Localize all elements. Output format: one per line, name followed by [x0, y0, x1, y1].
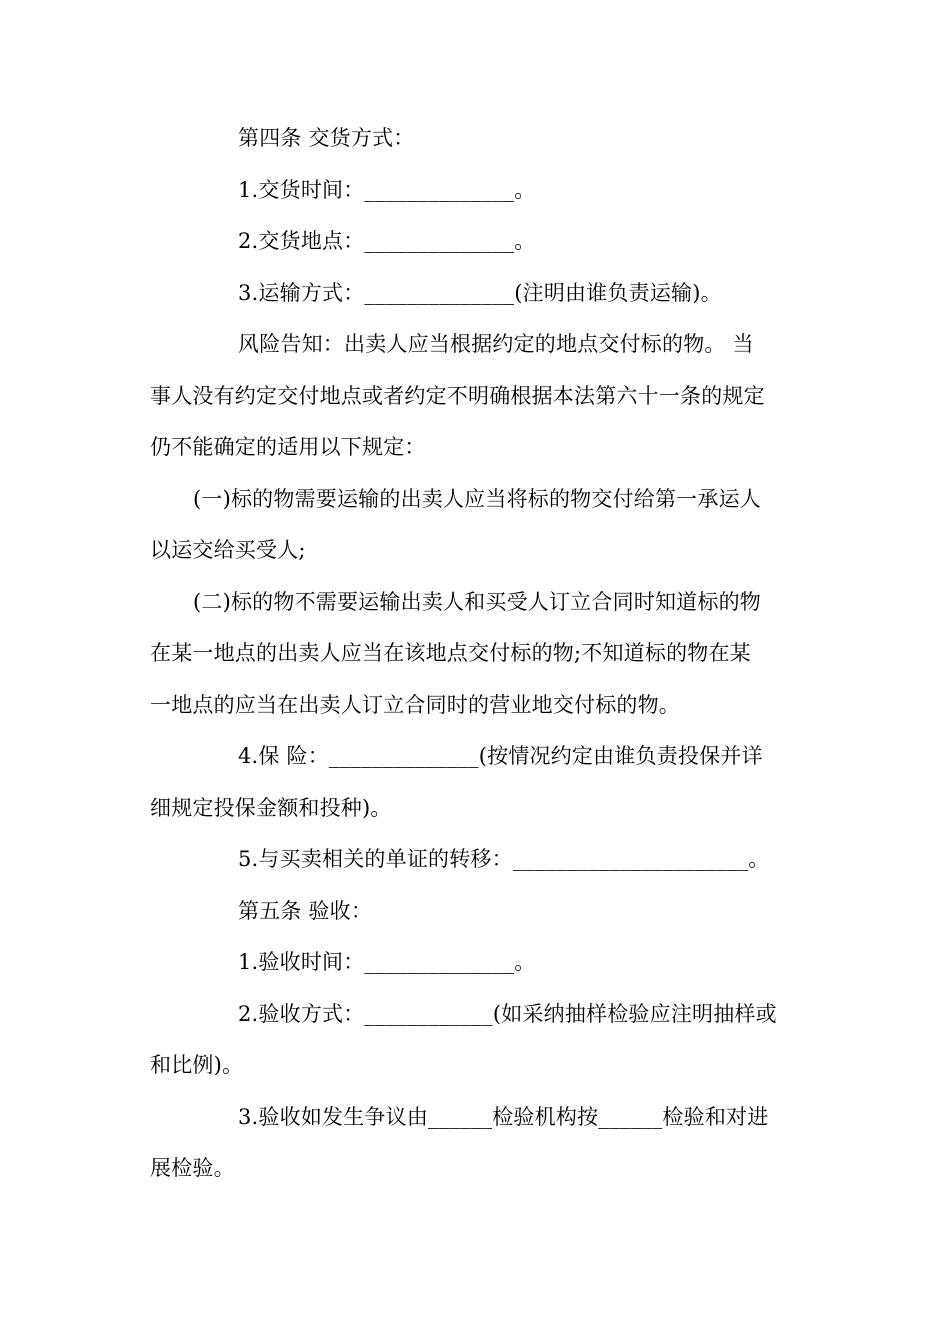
- article-4-heading: 第四条 交货方式：: [238, 126, 415, 150]
- inspection-method-line-1: 2.验收方式：____________(如采纳抽样检验应注明抽样或: [238, 1002, 777, 1026]
- documents-transfer-line: 5.与买卖相关的单证的转移：______________________。: [238, 847, 770, 871]
- rule-one-line-2: 以运交给买受人;: [150, 538, 306, 562]
- insurance-line-1: 4.保 险：______________(按情况约定由谁负责投保并详: [238, 744, 763, 768]
- rule-one-line-1: (一)标的物需要运输的出卖人应当将标的物交付给第一承运人: [193, 487, 761, 511]
- risk-notice-line-3: 仍不能确定的适用以下规定：: [150, 435, 426, 459]
- rule-two-line-2: 在某一地点的出卖人应当在该地点交付标的物;不知道标的物在某: [150, 641, 751, 665]
- rule-two-line-3: 一地点的应当在出卖人订立合同时的营业地交付标的物。: [150, 693, 680, 717]
- risk-notice-line-2: 事人没有约定交付地点或者约定不明确根据本法第六十一条的规定: [150, 384, 765, 408]
- delivery-place-line: 2.交货地点：______________。: [238, 229, 536, 253]
- insurance-line-2: 细规定投保金额和投种)。: [150, 796, 392, 820]
- inspection-time-line: 1.验收时间：______________。: [238, 950, 536, 974]
- risk-notice-line-1: 风险告知：出卖人应当根据约定的地点交付标的物。 当: [238, 332, 754, 356]
- inspection-dispute-line-1: 3.验收如发生争议由______检验机构按______检验和对进: [238, 1105, 769, 1129]
- transport-method-line: 3.运输方式：______________(注明由谁负责运输)。: [238, 281, 722, 305]
- inspection-dispute-line-2: 展检验。: [150, 1156, 235, 1180]
- inspection-method-line-2: 和比例)。: [150, 1053, 244, 1077]
- article-5-heading: 第五条 验收：: [238, 899, 373, 923]
- delivery-time-line: 1.交货时间：______________。: [238, 178, 536, 202]
- rule-two-line-1: (二)标的物不需要运输出卖人和买受人订立合同时知道标的物: [193, 590, 761, 614]
